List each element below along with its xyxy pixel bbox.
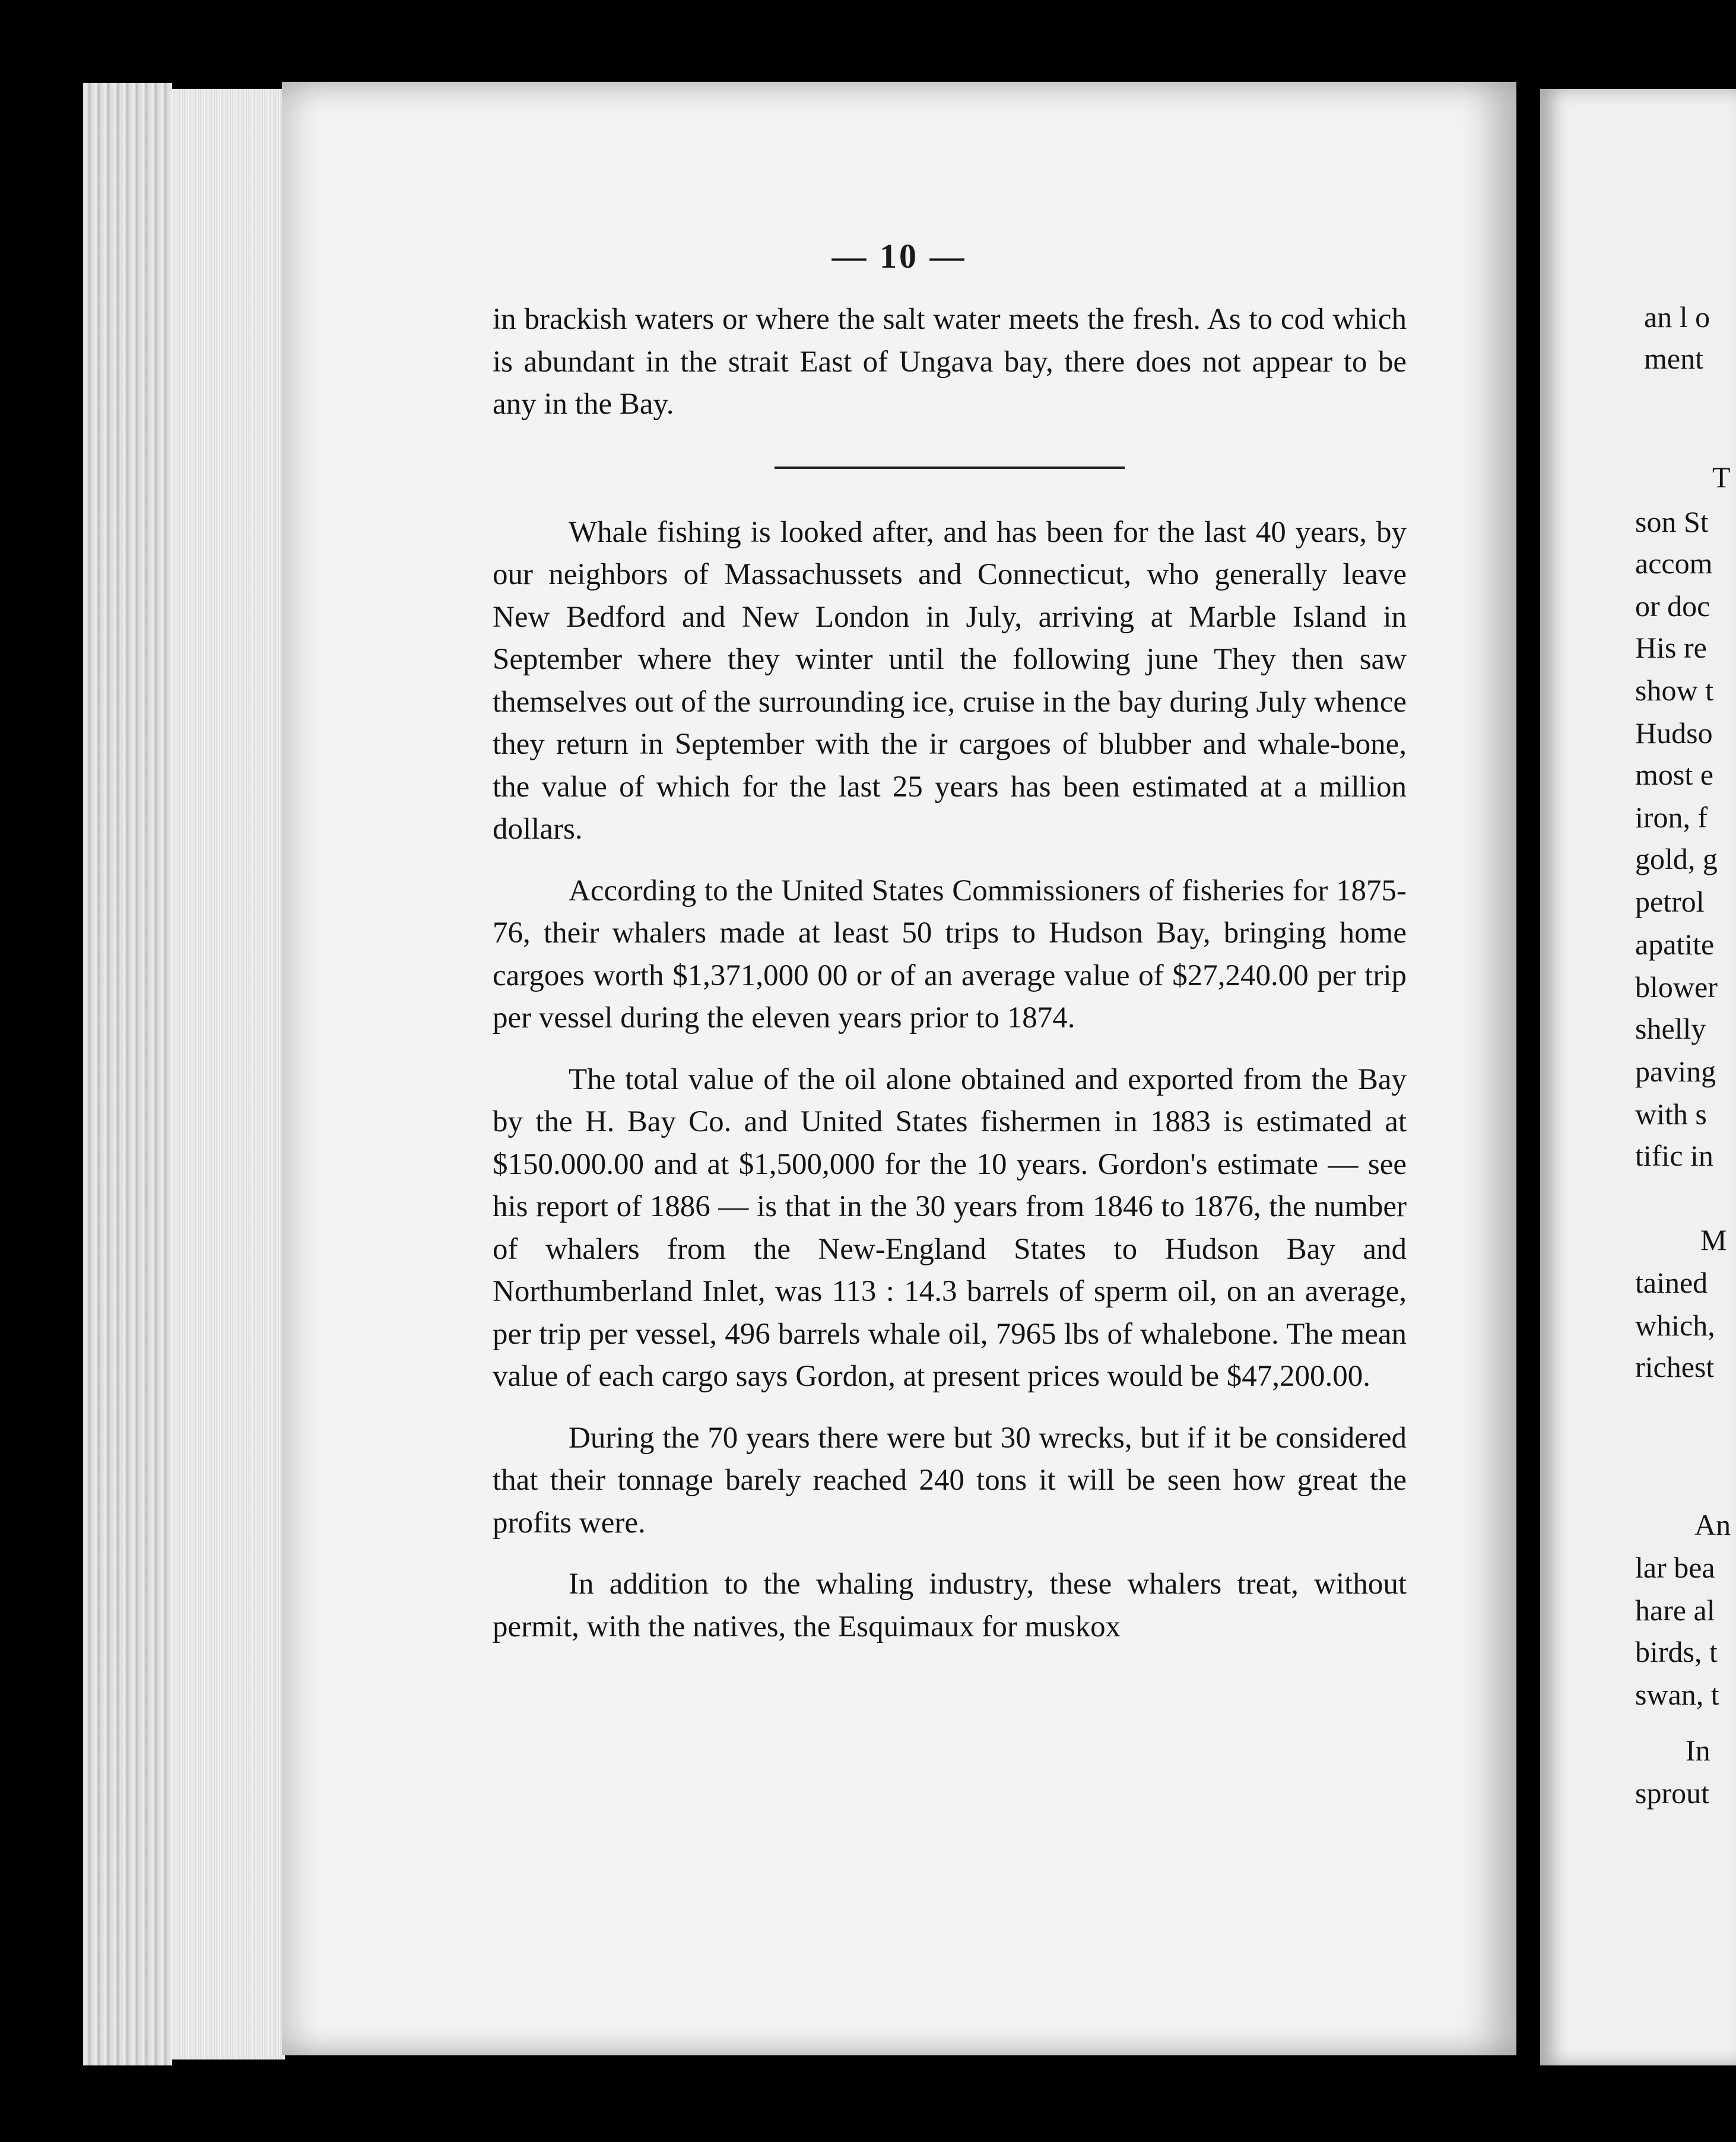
left-page bbox=[282, 82, 1516, 2055]
right-page-line: gold, g bbox=[1635, 842, 1718, 875]
right-page-line: Hudso bbox=[1635, 716, 1713, 750]
paragraph: in brackish waters or where the salt water meets the fresh. As to cod which is abundant in the strait East of Ungava bay, there does not appear to be any in the Bay. bbox=[493, 303, 1407, 421]
right-page-line: birds, t bbox=[1635, 1635, 1718, 1668]
right-page-line: shelly bbox=[1635, 1012, 1706, 1045]
right-page-line: tained bbox=[1635, 1266, 1708, 1299]
paragraph: The total value of the oil alone obtained and exported from the Bay by the H. Bay Co. and United States fishermen in 1883 is estimated at $150.000.00 and at $1,500,000 for the 10 years. Gordon's estimate — see his report of 1886 — is that in the 30 years from 1846 to 1876, the number of whalers from the New-England States to Hudson Bay and Northumberland Inlet, was 113 : 14.3 barrels of sperm oil, on an average, per trip per vessel, 496 barrels whale oil, 7965 lbs of whalebone. The mean value of each cargo says Gordon, at present prices would be $47,200.00. bbox=[493, 1062, 1407, 1393]
right-page-line: hare al bbox=[1635, 1594, 1715, 1627]
right-page-line: apatite bbox=[1635, 928, 1715, 961]
book-spine bbox=[83, 83, 172, 2065]
right-page-line: iron, f bbox=[1635, 801, 1708, 834]
right-page-line: swan, t bbox=[1635, 1678, 1719, 1711]
right-page bbox=[1540, 89, 1736, 2065]
paragraph: According to the United States Commissioners of fisheries for 1875-76, their whalers made at least 50 trips to Hudson Bay, bringing home cargoes worth $1,371,000 00 or of an average value of $27,240.00 per trip per vessel during the eleven years prior to 1874. bbox=[493, 874, 1407, 1034]
right-page-line: which, bbox=[1635, 1309, 1715, 1342]
right-page-line: richest bbox=[1635, 1350, 1715, 1383]
right-page-line: show t bbox=[1635, 674, 1713, 707]
right-page-line: In bbox=[1686, 1734, 1710, 1767]
right-page-line: His re bbox=[1635, 631, 1707, 664]
right-page-line: sprout bbox=[1635, 1776, 1709, 1810]
right-page-line: petrol bbox=[1635, 885, 1705, 918]
body-text bbox=[493, 299, 1407, 1648]
page-number: — 10 — bbox=[831, 237, 967, 275]
paragraph: In addition to the whaling industry, these whalers treat, without permit, with the natives, the Esquimaux for muskox bbox=[493, 1567, 1407, 1643]
right-page-line: accom bbox=[1635, 547, 1713, 580]
right-page-line: tific in bbox=[1635, 1139, 1713, 1172]
right-page-line: most e bbox=[1635, 758, 1713, 791]
right-page-line: blower bbox=[1635, 970, 1718, 1004]
right-page-line: T bbox=[1712, 461, 1731, 494]
right-page-line: an l o bbox=[1644, 300, 1710, 334]
right-page-line: ment bbox=[1644, 342, 1703, 375]
right-page-line: An bbox=[1694, 1508, 1731, 1541]
section-divider bbox=[775, 467, 1125, 469]
page-edges bbox=[172, 89, 285, 2060]
paragraph: During the 70 years there were but 30 wrecks, but if it be considered that their tonnage barely reached 240 tons it will be seen how great the profits were. bbox=[493, 1421, 1407, 1540]
right-page-line: paving bbox=[1635, 1055, 1716, 1088]
paragraph: Whale fishing is looked after, and has been for the last 40 years, by our neighbors of Massachussets and Connecticut, who generally leave New Bedford and New London in July, arriving at Marble Island in September where they winter until the following june They then saw themselves out of the surrounding ice, cruise in the bay during July whence they return in September with the ir cargoes of blubber and whale-bone, the value of which for the last 25 years has been estimated at a million dollars. bbox=[493, 515, 1407, 846]
right-page-line: son St bbox=[1635, 505, 1709, 538]
right-page-line: lar bea bbox=[1635, 1551, 1715, 1584]
right-page-line: or doc bbox=[1635, 589, 1710, 623]
right-page-line: with s bbox=[1635, 1097, 1707, 1131]
right-page-line: M bbox=[1700, 1223, 1727, 1256]
